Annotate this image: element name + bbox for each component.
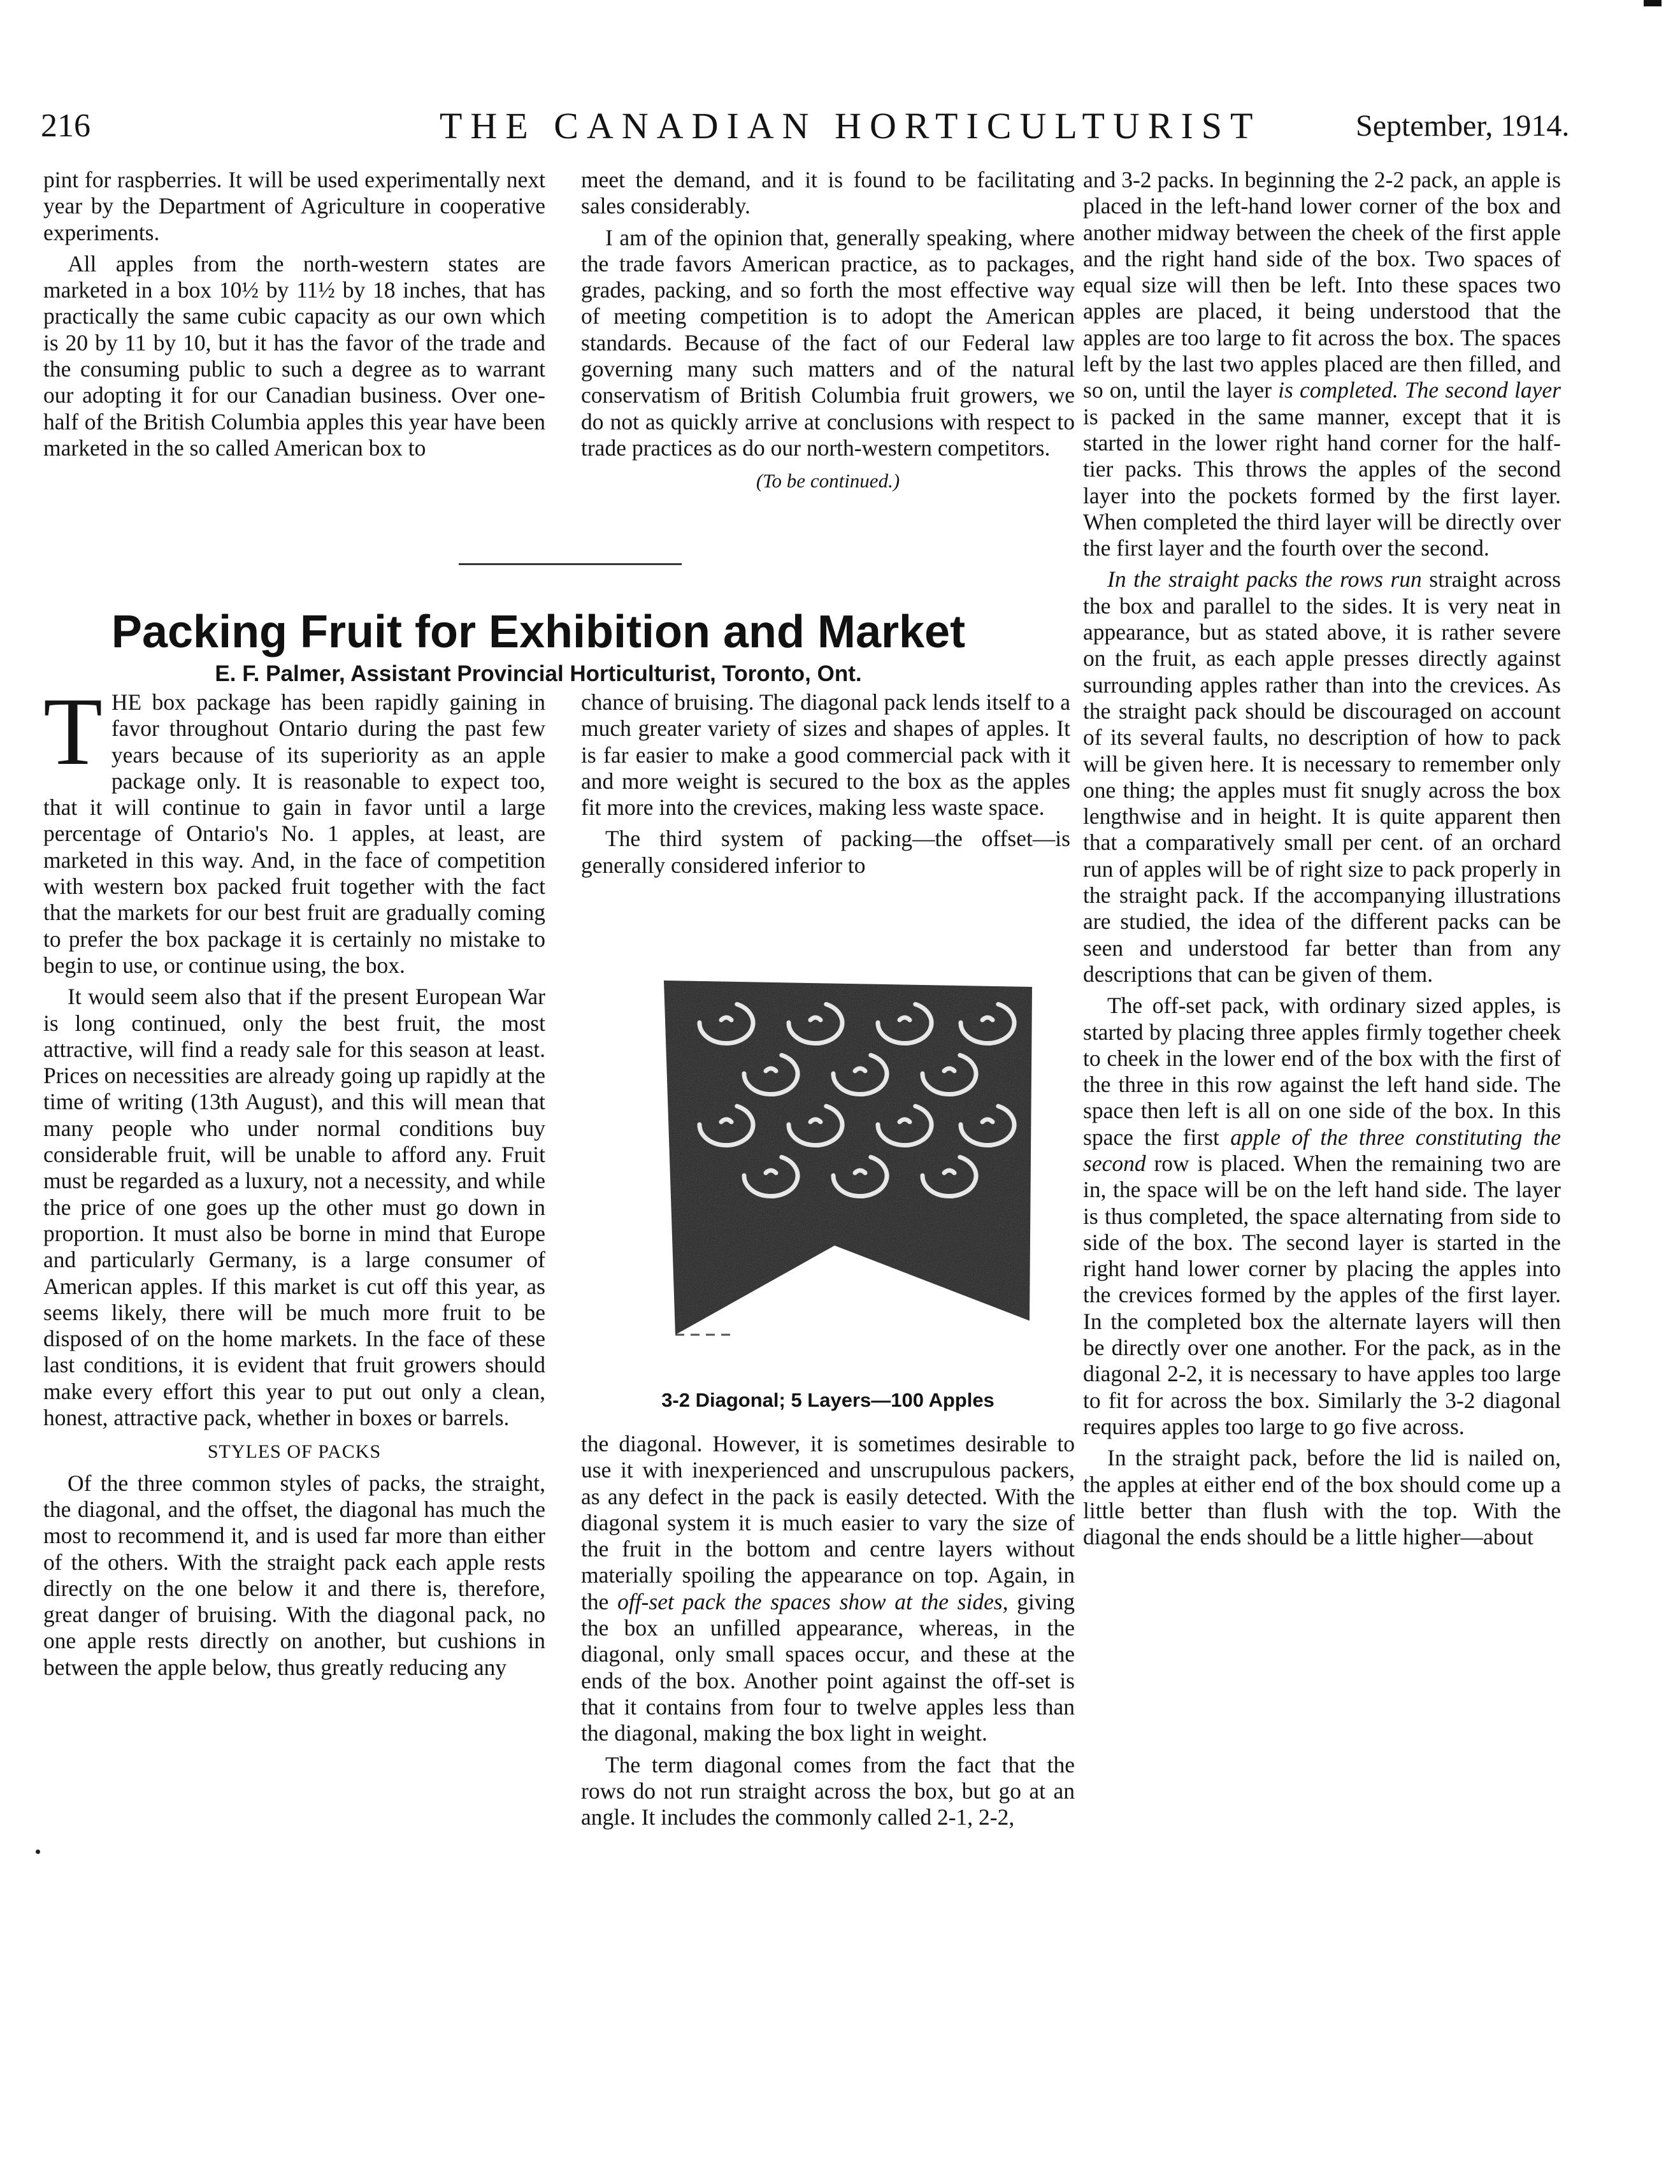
drop-cap: T [43,678,103,785]
article-title: Packing Fruit for Exhibition and Market [111,607,966,657]
apple-stem-mark [855,1068,865,1071]
article-column-1 [43,678,545,1681]
opening-paragraph [43,678,545,979]
previous-article-column-2 [581,167,1075,494]
apple-stem-mark [810,1119,821,1122]
paragraph: pint for raspberries. It will be used experimentally next year by the Department of Agriculture in cooperative experiments. [43,167,545,245]
scan-corner-mark [1644,0,1662,6]
paragraph-text: the diagonal. However, it is sometimes desirable to use it with inexperienced and unscrupulous packers, as any defect in the pack is easily detected. With the diagonal system it is much easier to vary the size of the fruit in the bottom and centre layers without materially spoiling the appearance on top. Again, in the [581,1431,1075,1614]
italic-phrase: apple of the three constituting the second [1083,1124,1561,1176]
scan-dot [36,1850,40,1854]
article-column-2-upper [581,689,1070,879]
paragraph: I am of the opinion that, generally speaking, where the trade favors American practice, as to packages, grades, packing, and so forth the most effective way of meeting competition is to adopt the American standards. Because of the fact of our Federal law governing many such matters and of the natural conservatism of British Columbia fruit growers, we do not as quickly arrive at conclusions with respect to trade practices as do our north-western competitors. [581,224,1075,461]
paragraph-text: The off-set pack, with ordinary sized apples, is started by placing three apples firmly together cheek to cheek in the lower end of the box with the first of the three in this row against the left hand side. The space then left is all on one side of the box. In this space the first [1083,993,1561,1150]
paragraph: The term diagonal comes from the fact that the rows do not run straight across the box, but go at an angle. It includes the commonly called 2-1, 2-2, [581,1751,1075,1830]
paragraph: Of the three common styles of packs, the straight, the diagonal, and the offset, the diagonal has much the most to recommend it, and is used far more than either of the others. With the straight pack each apple rests directly on the one below it and there is, therefore, great danger of bruising. With the diagonal pack, no one apple rests directly on another, but cushions in between the apple below, thus greatly reducing any [43,1470,545,1680]
apple-stem-mark [766,1068,776,1071]
paragraph-text: row is placed. When the remaining two are in, the space will be on the left hand side. The layer is thus completed, the space alternating from side to side of the box. The second layer is started in the right hand lower corner by placing the apples into the crevices formed by the apples of the first layer. In the completed box the alternate layers will then be directly over one another. For the pack, as in the diagonal 2-2, it is necessary to have apples too large to fit for across the box. Similarly the 3-2 diagonal requires apples too large to go five across. [1083,1150,1561,1439]
figure-caption: 3-2 Diagonal; 5 Layers—100 Apples [661,1389,994,1411]
paragraph-text: and 3-2 packs. In beginning the 2-2 pack, an apple is placed in the left-hand lower corner of the box and another midway between the cheek of the first apple and the right hand side of the box. Two spaces of equal size will then be left. Into these spaces two apples are placed, it being understood that the apples are too large to fit across the box. The spaces left by the last two apples placed are then filled, and so on, until the layer [1083,167,1561,403]
paragraph: It would seem also that if the present European War is long continued, only the best fruit, the most attractive, will find a ready sale for this season at least. Prices on necessities are already going up rapidly at the time of writing (13th August), and this will mean that many people who under normal conditions buy considerable fruit, will be unable to afford any. Fruit must be regarded as a luxury, not a necessity, and while the price of one goes up the other must go down in proportion. It must also be borne in mind that Europe and particularly Germany, is a large consumer of American apples. If this market is cut off this year, as seems likely, there will be much more fruit to be disposed of on the home markets. In the face of these last conditions, it is evident that fruit growers should make every effort this year to put out only a clean, honest, attractive pack, whether in boxes or barrels. [43,984,545,1431]
apple-stem-mark [766,1170,776,1173]
paragraph [1083,993,1561,1440]
apple-stem-mark [982,1119,993,1122]
apple-stem-mark [855,1170,865,1173]
section-divider [459,563,682,565]
apple-box-photo-graphic [650,978,1045,1347]
article-column-2-lower [581,1431,1075,1830]
italic-phrase: is completed. The second layer [1278,377,1561,403]
paragraph-text: giving the box an unfilled appearance, whereas, in the diagonal, only small spaces occur, and these at the ends of the box. Another point against the off-set is that it contains from four to twelve apples less than the diagonal, making the box light in weight. [581,1588,1075,1746]
paragraph [581,1431,1075,1747]
previous-article-column-1 [43,167,545,461]
apple-stem-mark [944,1170,954,1173]
journal-title: THE CANADIAN HORTICULTURIST [440,105,1261,147]
italic-phrase: off-set pack the spaces show at the sides, [617,1588,1009,1614]
paragraph-text: is packed in the same manner, except that it is started in the lower right hand corner for the half-tier packs. This throws the apples of the second layer into the pockets formed by the first layer. When completed the third layer will be directly over the first layer and the fourth over the second. [1083,403,1561,561]
apple-stem-mark [944,1068,954,1071]
paragraph: All apples from the north-western states are marketed in a box 10½ by 11½ by 18 inches, that has practically the same cubic capacity as our own which is 20 by 11 by 10, but it has the favor of the trade and the consuming public to such a degree as to warrant our adopting it for our Canadian business. Over one-half of the British Columbia apples this year have been marketed in the so called American box to [43,250,545,461]
apple-stem-mark [982,1017,993,1020]
issue-date: September, 1914. [1356,109,1570,143]
page-number: 216 [41,108,90,144]
paragraph-text: HE box package has been rapidly gaining in favor throughout Ontario during the past few years because of its superiority as an apple package only. It is reasonable to expect too, that it will continue to gain in favor until a large percentage of Ontario's No. 1 apples, at least, are marketed in this way. And, in the face of competition with western box packed fruit together with the fact that the markets for our best fruit are gradually coming to prefer the box package it is certainly no mistake to begin to use, or continue using, the box. [43,689,545,978]
paragraph [1083,566,1561,988]
apple-stem-mark [810,1017,821,1020]
article-column-3 [1083,167,1561,1550]
paragraph: chance of bruising. The diagonal pack lends itself to a much greater variety of sizes and shapes of apples. It is far easier to make a good commercial pack with it and more weight is secured to the box as the apples fit more into the crevices, making less waste space. [581,689,1070,821]
apple-stem-mark [900,1017,910,1020]
paragraph [1083,167,1561,561]
apple-stem-mark [721,1119,731,1122]
section-subhead: STYLES OF PACKS [207,1441,382,1463]
paragraph: The third system of packing—the offset—is generally considered inferior to [581,826,1070,878]
apple-stem-mark [721,1017,731,1020]
paragraph: meet the demand, and it is found to be facilitating sales considerably. [581,167,1075,219]
paragraph-text: straight across the box and parallel to the sides. It is very neat in appearance, but as stated above, it is rather severe on the fruit, as each apple presses directly against surrounding apples rather than into the crevices. As the straight pack should be discouraged on account of its several faults, no description of how to pack will be given here. It is necessary to remember only one thing; the apples must fit snugly across the box lengthwise and in height. It is quite apparent then that a comparatively small per cent. of an orchard run of apples will be of right size to pack properly in the straight pack. If the accompanying illustrations are studied, the idea of the different packs can be seen and understood far better than from any descriptions that can be given of them. [1083,566,1561,987]
apple-stem-mark [900,1119,910,1122]
article-byline: E. F. Palmer, Assistant Provincial Horticulturist, Toronto, Ont. [215,661,862,686]
paragraph: In the straight pack, before the lid is nailed on, the apples at either end of the box should come up a little better than flush with the top. With the diagonal the ends should be a little higher—about [1083,1445,1561,1550]
italic-phrase: In the straight packs the rows run [1107,566,1422,593]
continued-note: (To be continued.) [756,470,900,492]
apple-box-photo [650,978,1045,1347]
